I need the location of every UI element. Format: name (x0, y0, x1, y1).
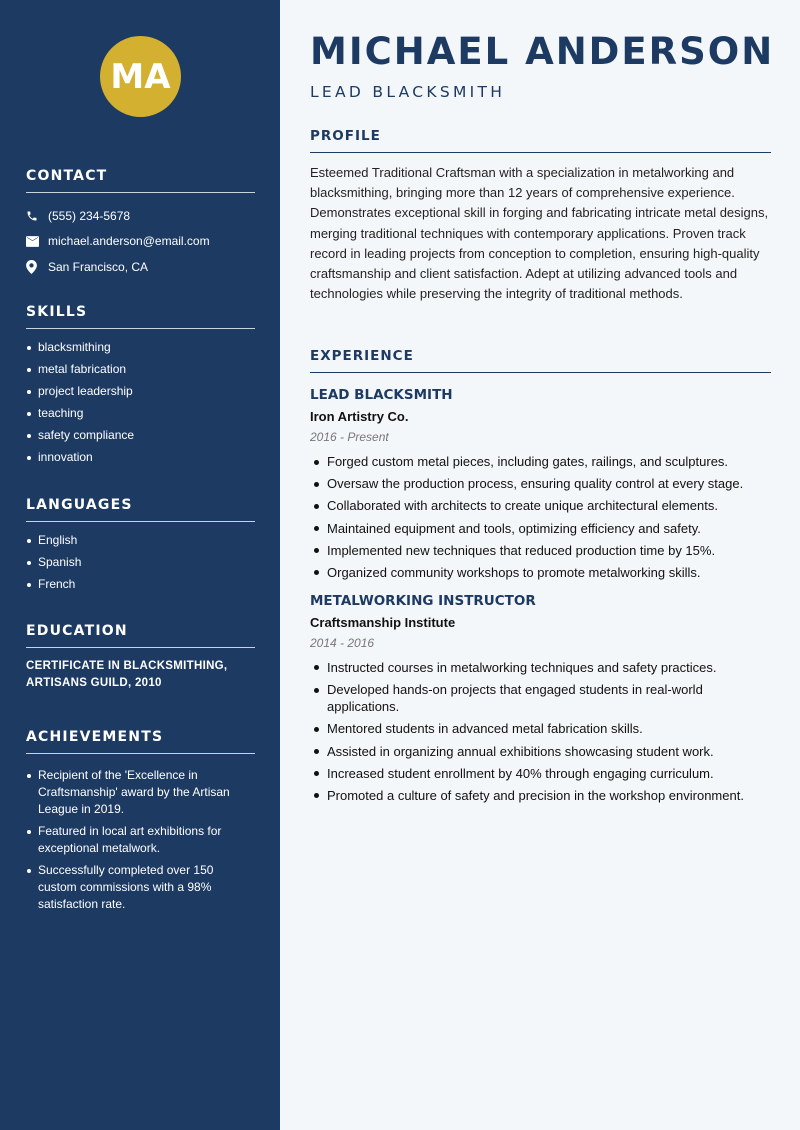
contact-email[interactable] (26, 229, 255, 255)
skills-list (26, 339, 255, 466)
job-bullet: Collaborated with architects to create unique architectural elements. (310, 497, 771, 514)
achievement-item: Successfully completed over 150 custom commissions with a 98% satisfaction rate. (26, 862, 255, 913)
languages-list (26, 532, 255, 593)
job-company: Iron Artistry Co. (310, 409, 409, 424)
experience-section (310, 348, 771, 809)
language-item: English (26, 532, 255, 549)
skill-item: metal fabrication (26, 361, 255, 378)
job-entry (310, 387, 771, 581)
contact-phone[interactable] (26, 203, 255, 229)
profile-section (310, 128, 771, 304)
job-company: Craftsmanship Institute (310, 614, 456, 630)
avatar: MA (100, 36, 181, 117)
contact-location (26, 254, 255, 280)
skills-heading: SKILLS (26, 304, 255, 329)
job-bullet: Maintained equipment and tools, optimizing efficiency and safety. (310, 520, 771, 537)
sidebar (0, 0, 280, 1130)
job-bullet: Organized community workshops to promote metalworking skills. (310, 564, 771, 581)
job-bullet: Instructed courses in metalworking techniques and safety practices. (310, 659, 771, 676)
languages-heading: LANGUAGES (26, 497, 255, 522)
job-bullet: Developed hands-on projects that engaged students in real-world applications. (310, 681, 771, 715)
language-item: French (26, 576, 255, 593)
contact-location-text: San Francisco, CA (48, 259, 149, 274)
education-heading: EDUCATION (26, 623, 255, 648)
job-bullet: Promoted a culture of safety and precision in the workshop environment. (310, 787, 771, 804)
skill-item: blacksmithing (26, 339, 255, 356)
contact-phone-text: (555) 234-5678 (48, 208, 131, 223)
achievements-section (26, 729, 255, 918)
job-bullet: Oversaw the production process, ensuring quality control at every stage. (310, 475, 771, 492)
profile-text: Esteemed Traditional Craftsman with a specialization in metalworking and blacksmithing, bringing more than 12 years of comprehensive experience. Demonstrates exceptional skill in forging and fabricating intricate metal designs, merging traditional techniques with contemporary applications. Proven track record in leading projects from conception to completion, ensuring high-quality craftsmanship and client satisfaction. Adept at utilizing advanced tools and technologies while preserving the integrity of traditional methods. (310, 165, 769, 302)
job-title: METALWORKING INSTRUCTOR (310, 592, 536, 609)
candidate-name: MICHAEL ANDERSON (310, 30, 775, 73)
candidate-title: LEAD BLACKSMITH (310, 83, 506, 101)
job-bullet: Implemented new techniques that reduced production time by 15%. (310, 542, 771, 559)
languages-section (26, 497, 255, 598)
achievement-item: Recipient of the 'Excellence in Craftsmanship' award by the Artisan League in 2019. (26, 767, 255, 818)
achievement-item: Featured in local art exhibitions for exceptional metalwork. (26, 823, 255, 857)
experience-heading: EXPERIENCE (310, 348, 771, 373)
skill-item: safety compliance (26, 427, 255, 444)
mail-icon (26, 236, 48, 247)
skills-section (26, 304, 255, 471)
job-entry (310, 593, 771, 804)
contact-email-text: michael.anderson@email.com (48, 234, 210, 249)
contact-heading: CONTACT (26, 168, 255, 193)
location-pin-icon (26, 260, 48, 274)
contact-section (26, 168, 255, 280)
skill-item: project leadership (26, 383, 255, 400)
job-title: LEAD BLACKSMITH (310, 387, 453, 403)
education-entry: CERTIFICATE IN BLACKSMITHING, ARTISANS GUILD, 2010 (26, 660, 228, 689)
job-bullets (310, 659, 771, 804)
profile-heading: PROFILE (310, 128, 771, 153)
achievements-list (26, 767, 255, 913)
job-bullet: Assisted in organizing annual exhibitions showcasing student work. (310, 743, 771, 760)
achievements-heading: ACHIEVEMENTS (26, 729, 255, 754)
skill-item: teaching (26, 405, 255, 422)
job-bullet: Forged custom metal pieces, including gates, railings, and sculptures. (310, 453, 771, 470)
job-bullet: Mentored students in advanced metal fabrication skills. (310, 720, 771, 737)
job-bullet: Increased student enrollment by 40% through engaging curriculum. (310, 765, 771, 782)
job-dates: 2016 - Present (310, 430, 389, 444)
education-section (26, 623, 255, 692)
job-bullets (310, 453, 771, 581)
job-dates: 2014 - 2016 (310, 635, 375, 650)
phone-icon (26, 210, 48, 222)
skill-item: innovation (26, 449, 255, 466)
language-item: Spanish (26, 554, 255, 571)
